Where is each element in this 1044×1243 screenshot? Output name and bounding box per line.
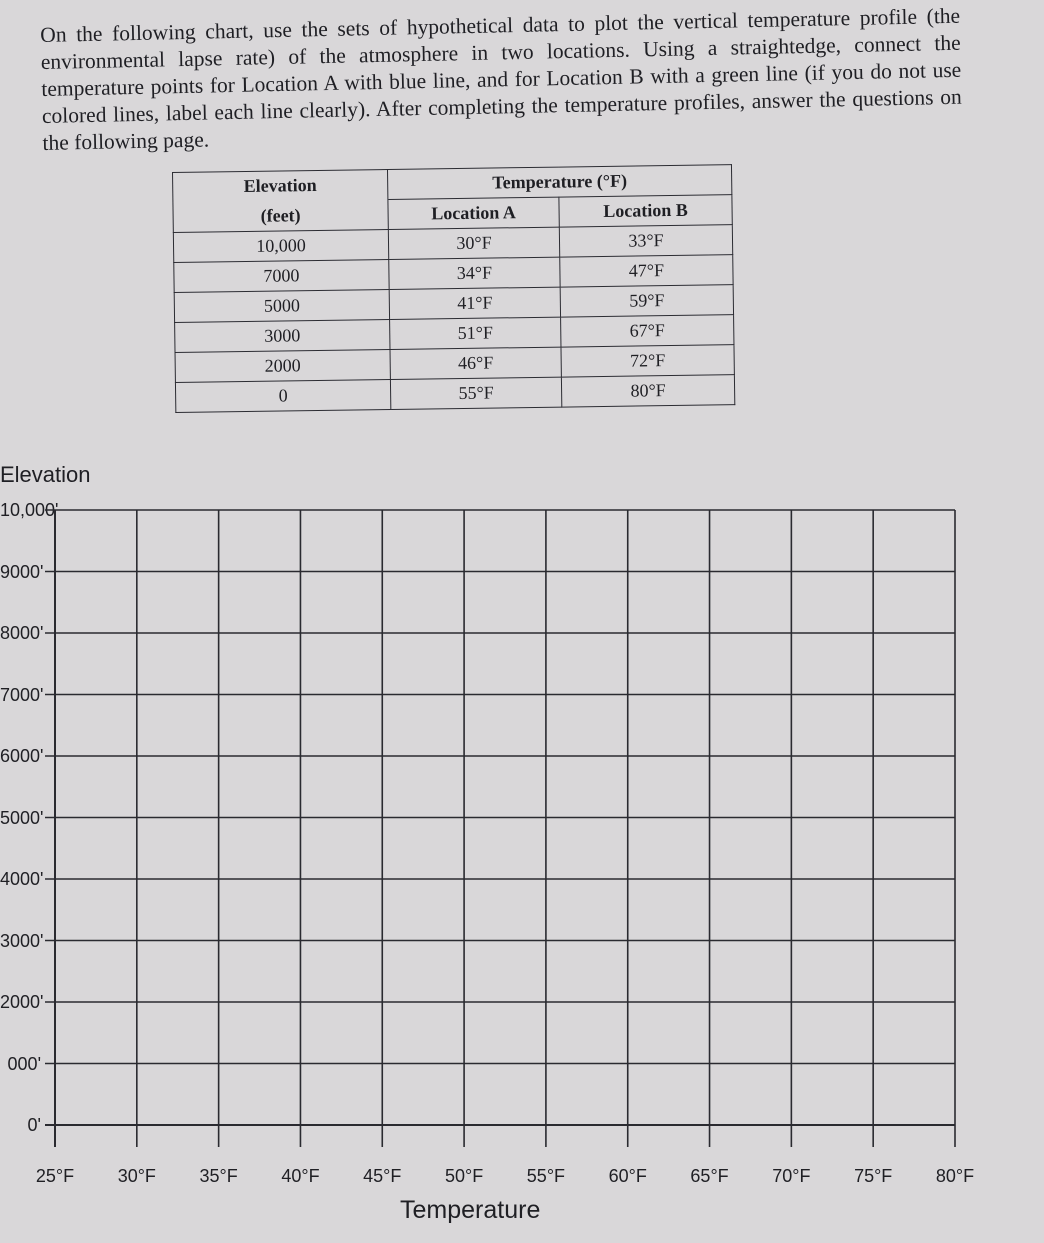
table-cell-a: 34°F bbox=[389, 257, 560, 289]
x-tick-label: 65°F bbox=[690, 1166, 729, 1186]
x-tick-label: 45°F bbox=[363, 1166, 402, 1186]
y-tick-label: 6000' bbox=[0, 746, 44, 766]
elevation-header: Elevation bbox=[173, 169, 388, 202]
y-tick-label: 10,000' bbox=[0, 500, 59, 520]
y-tick-label: 3000' bbox=[0, 930, 44, 951]
x-tick-label: 55°F bbox=[526, 1166, 566, 1186]
table-cell-b: 47°F bbox=[560, 255, 733, 287]
table-cell-a: 55°F bbox=[390, 377, 561, 409]
table-cell-elev: 10,000 bbox=[173, 229, 388, 262]
temperature-header: Temperature (°F) bbox=[387, 165, 731, 200]
x-tick-label: 35°F bbox=[199, 1166, 238, 1186]
table-cell-a: 30°F bbox=[388, 227, 559, 259]
location-b-header: Location B bbox=[559, 195, 732, 227]
y-tick-label: 9000' bbox=[0, 561, 44, 582]
x-tick-label: 75°F bbox=[854, 1166, 893, 1186]
x-tick-label: 50°F bbox=[444, 1166, 484, 1186]
y-axis-title: Elevation bbox=[0, 462, 91, 487]
location-a-header: Location A bbox=[388, 197, 559, 229]
table-cell-elev: 3000 bbox=[175, 319, 390, 352]
table-cell-elev: 0 bbox=[175, 379, 390, 412]
y-tick-label: 8000' bbox=[0, 623, 44, 643]
instructions-paragraph: On the following chart, use the sets of hypothetical data to plot the vertical temperature profile (the environmental lapse rate) of the atmosphere in two locations. Using a straightedge, connect the temperature points for Location A with blue line, and for Location B with a green line (if you do not use colored lines, label each line clearly). After completing the temperature profiles, answer the questions on the following page. bbox=[40, 3, 963, 155]
x-tick-label: 60°F bbox=[608, 1166, 647, 1186]
y-tick-label: 0' bbox=[27, 1115, 41, 1135]
x-tick-label: 70°F bbox=[772, 1166, 811, 1186]
x-tick-label: 80°F bbox=[935, 1166, 975, 1186]
y-tick-label: 2000' bbox=[0, 992, 44, 1012]
table-cell-elev: 5000 bbox=[174, 289, 389, 322]
x-tick-label: 25°F bbox=[35, 1166, 75, 1186]
table-cell-a: 41°F bbox=[389, 287, 560, 319]
table-cell-b: 72°F bbox=[561, 345, 734, 377]
elevation-unit-header: (feet) bbox=[173, 199, 388, 232]
table-cell-b: 80°F bbox=[561, 375, 734, 407]
table-cell-a: 51°F bbox=[390, 317, 561, 349]
y-tick-label: 7000' bbox=[0, 684, 44, 705]
table-cell-elev: 7000 bbox=[174, 259, 389, 292]
x-tick-label: 40°F bbox=[281, 1166, 320, 1186]
x-axis-title: Temperature bbox=[400, 1196, 541, 1224]
y-tick-label: 000' bbox=[7, 1053, 41, 1074]
table-cell-b: 59°F bbox=[560, 285, 733, 317]
x-tick-label: 30°F bbox=[117, 1166, 156, 1186]
table-cell-elev: 2000 bbox=[175, 349, 390, 382]
table-cell-b: 67°F bbox=[561, 315, 734, 347]
y-tick-label: 5000' bbox=[0, 807, 44, 828]
table-cell-a: 46°F bbox=[390, 347, 561, 379]
table-cell-b: 33°F bbox=[559, 225, 732, 257]
y-tick-label: 4000' bbox=[0, 869, 44, 889]
